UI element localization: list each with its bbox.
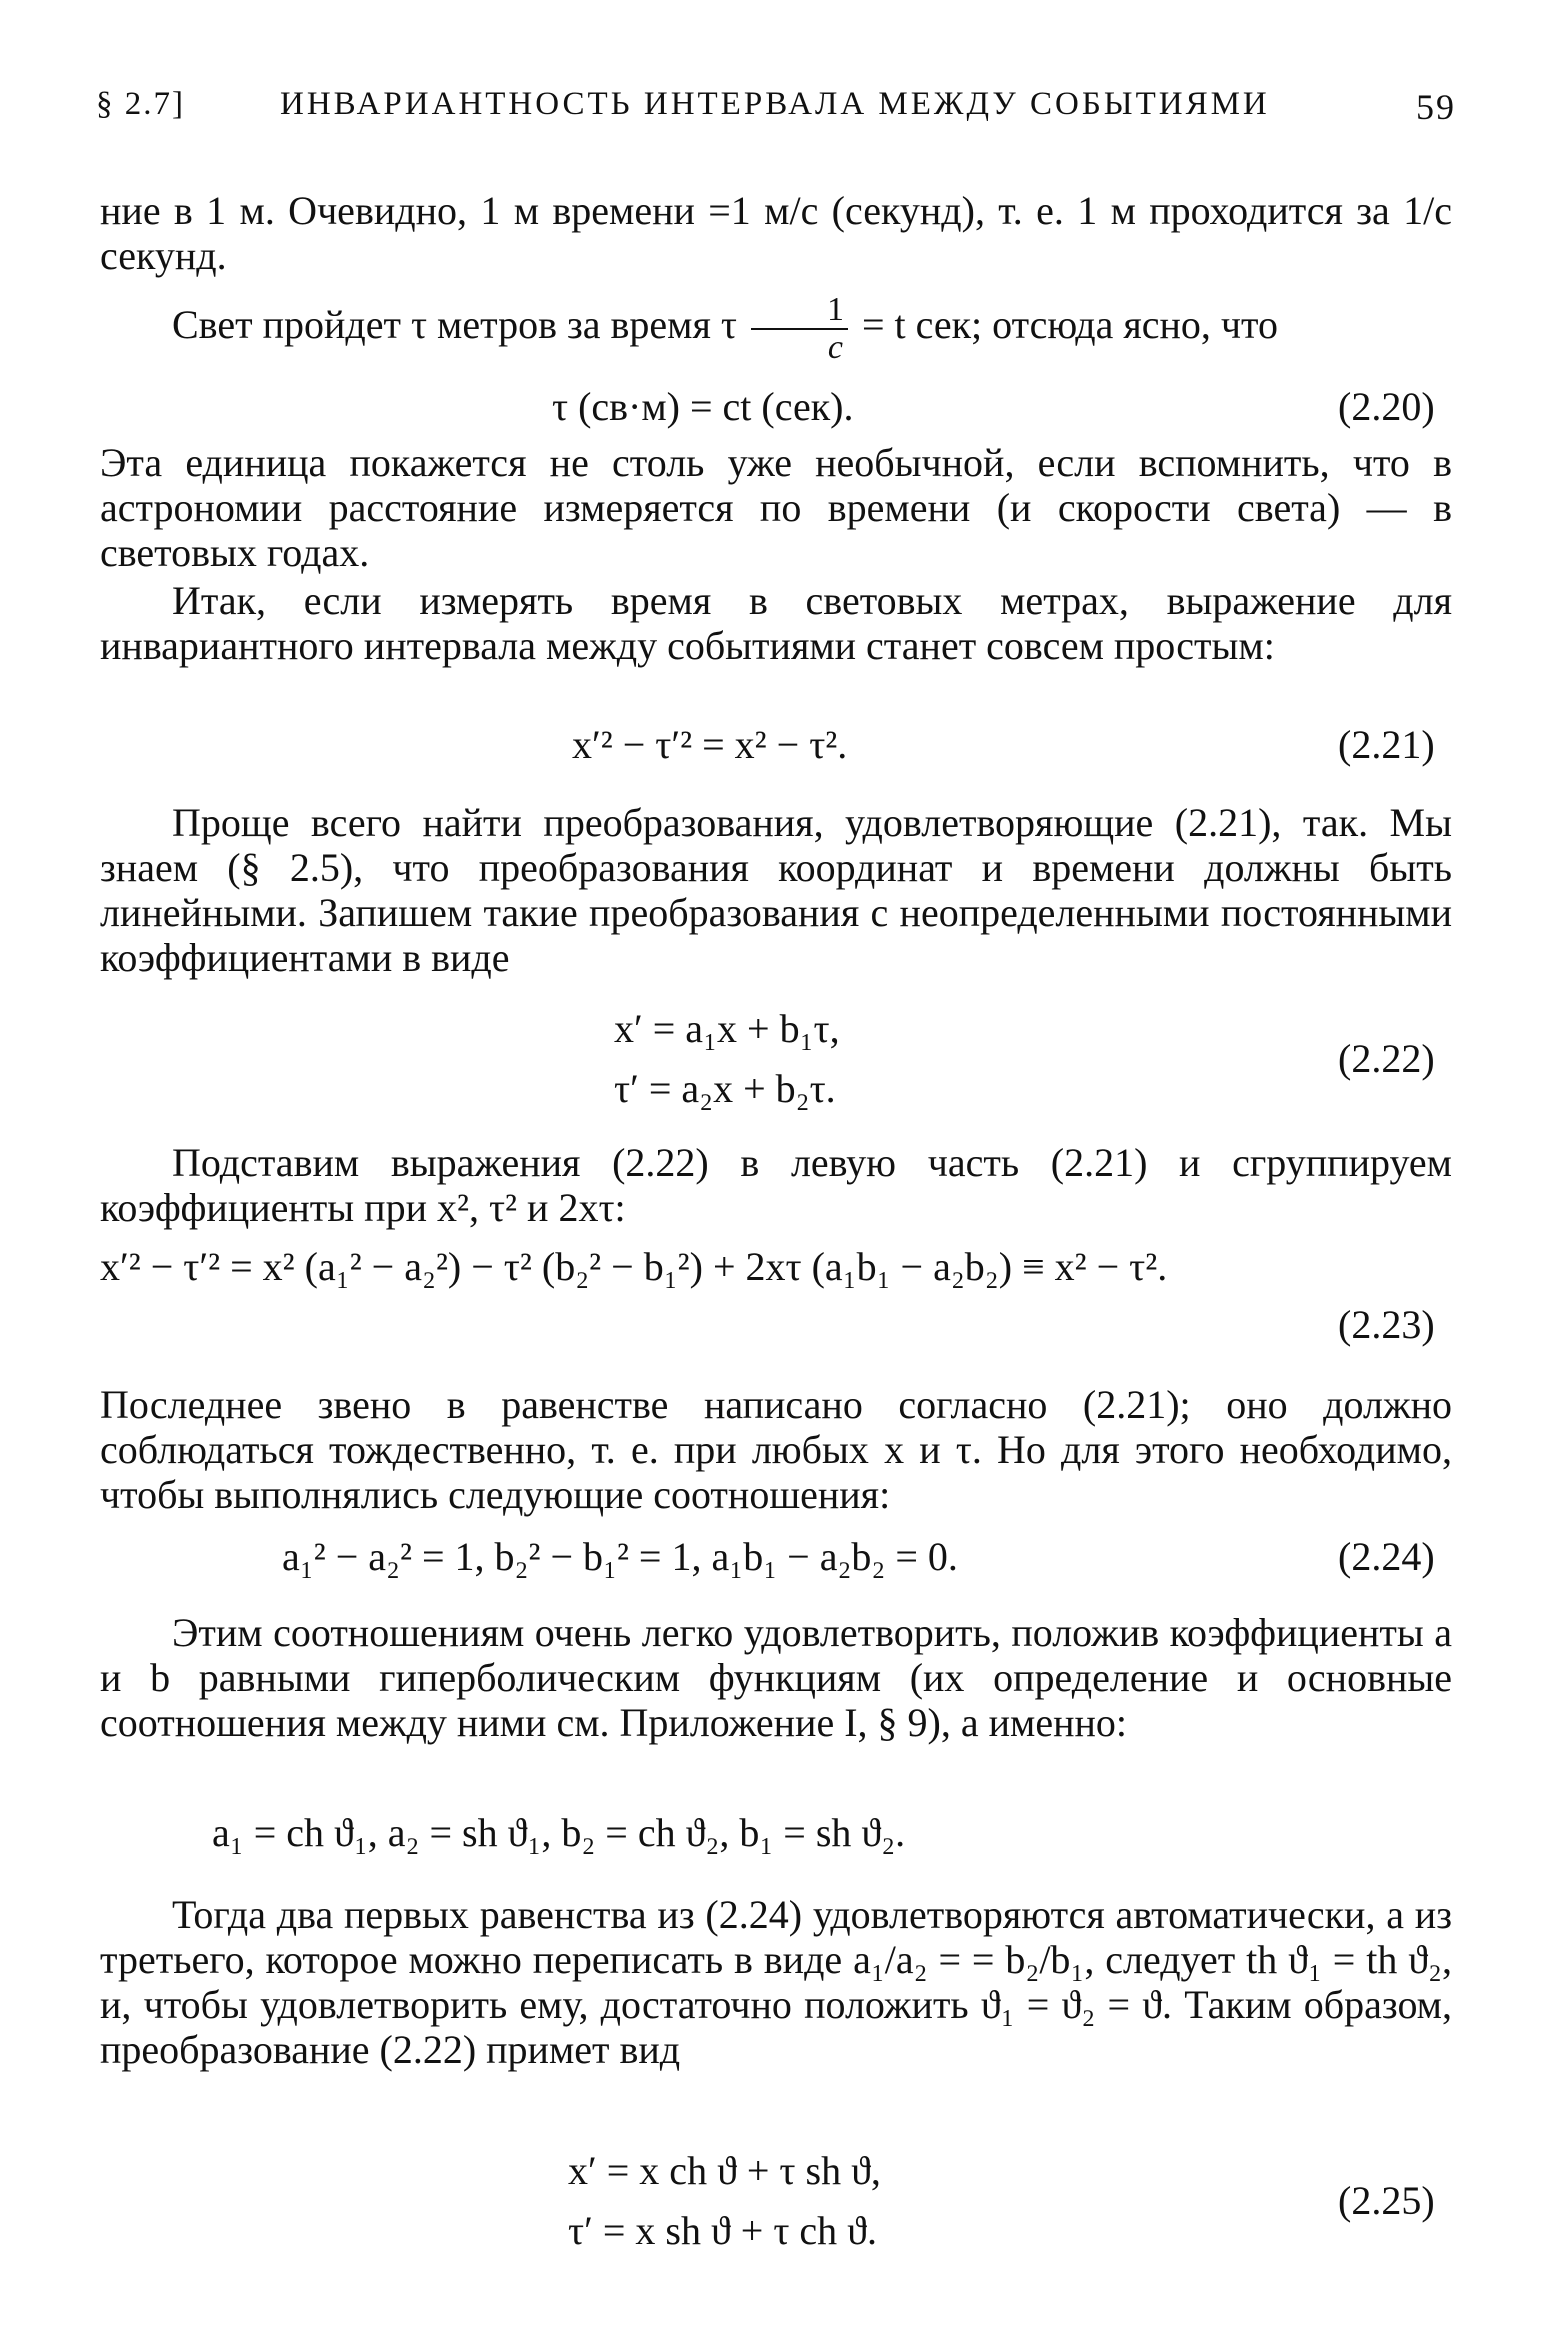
equation-number-2-22: (2.22) — [1338, 1036, 1435, 1081]
paragraph-7: Последнее звено в равенстве написано согласно (2.21); оно должно соблюдаться тождественно, т. е. при любых x и τ. Но для этого необходимо, чтобы выполнялись следующие соотношения: — [100, 1382, 1452, 1517]
paragraph-1: ние в 1 м. Очевидно, 1 м времени =1 м/с (секунд), т. е. 1 м проходится за 1/с секунд. — [100, 188, 1452, 278]
equation-2-21: x′² − τ′² = x² − τ². — [572, 722, 848, 767]
section-reference: § 2.7] — [96, 86, 185, 122]
paragraph-2-start: Свет пройдет τ метров за время τ — [172, 302, 737, 348]
fraction-numerator: 1 — [751, 292, 848, 330]
fraction-denominator: c — [827, 329, 843, 366]
equation-number-2-21: (2.21) — [1338, 722, 1435, 767]
paragraph-2 — [100, 292, 1452, 366]
equation-2-25-second: τ′ = x sh ϑ + τ ch ϑ. — [568, 2208, 877, 2253]
running-header — [96, 86, 1456, 146]
paragraph-8: Этим соотношениям очень легко удовлетворить, положив коэффициенты a и b равными гиперболическим функциям (их определение и основные соотношения между ними см. Приложение I, § 9), а именно: — [100, 1610, 1452, 1745]
equation-number-2-25: (2.25) — [1338, 2178, 1435, 2223]
chapter-title: ИНВАРИАНТНОСТЬ ИНТЕРВАЛА МЕЖДУ СОБЫТИЯМИ — [280, 86, 1270, 122]
equation-2-24: a₁² − a₂² = 1, b₂² − b₁² = 1, a₁b₁ − a₂b₂ = 0. — [282, 1534, 958, 1579]
paragraph-9: Тогда два первых равенства из (2.24) удовлетворяются автоматически, а из третьего, которое можно переписать в виде a₁/a₂ = = b₂/b₁, следует th ϑ₁ = th ϑ₂, и, чтобы удовлетворить ему, достаточно положить ϑ₁ = ϑ₂ = ϑ. Таким образом, преобразование (2.22) примет вид — [100, 1892, 1452, 2072]
paragraph-3: Эта единица покажется не столь уже необычной, если вспомнить, что в астрономии расстояние измеряется по времени (и скорости света) — в световых годах. — [100, 440, 1452, 575]
page-number: 59 — [1416, 87, 1456, 127]
equation-hyperbolic: a₁ = ch ϑ₁, a₂ = sh ϑ₁, b₂ = ch ϑ₂, b₁ = sh ϑ₂. — [212, 1810, 906, 1855]
equation-number-2-23: (2.23) — [1338, 1302, 1435, 1347]
paragraph-4: Итак, если измерять время в световых метрах, выражение для инвариантного интервала между событиями станет совсем простым: — [100, 578, 1452, 668]
equation-2-23: x′² − τ′² = x² (a₁² − a₂²) − τ² (b₂² − b₁²) + 2xτ (a₁b₁ − a₂b₂) ≡ x² − τ². — [100, 1244, 1168, 1289]
equation-2-22-first: x′ = a₁x + b₁τ, — [614, 1006, 840, 1051]
paragraph-6: Подставим выражения (2.22) в левую часть (2.21) и сгруппируем коэффициенты при x², τ² и 2xτ: — [100, 1140, 1452, 1230]
equation-2-22-second: τ′ = a₂x + b₂τ. — [614, 1066, 836, 1111]
fraction-1-over-c — [751, 292, 848, 366]
paragraph-2-end: = t сек; отсюда ясно, что — [861, 302, 1278, 348]
equation-number-2-24: (2.24) — [1338, 1534, 1435, 1579]
equation-2-20: τ (св·м) = ct (сек). — [552, 384, 854, 429]
equation-2-25-first: x′ = x ch ϑ + τ sh ϑ, — [568, 2148, 881, 2193]
equation-number-2-20: (2.20) — [1338, 384, 1435, 429]
paragraph-5: Проще всего найти преобразования, удовлетворяющие (2.21), так. Мы знаем (§ 2.5), что преобразования координат и времени должны быть линейными. Запишем такие преобразования с неопределенными постоянными коэффициентами в виде — [100, 800, 1452, 980]
